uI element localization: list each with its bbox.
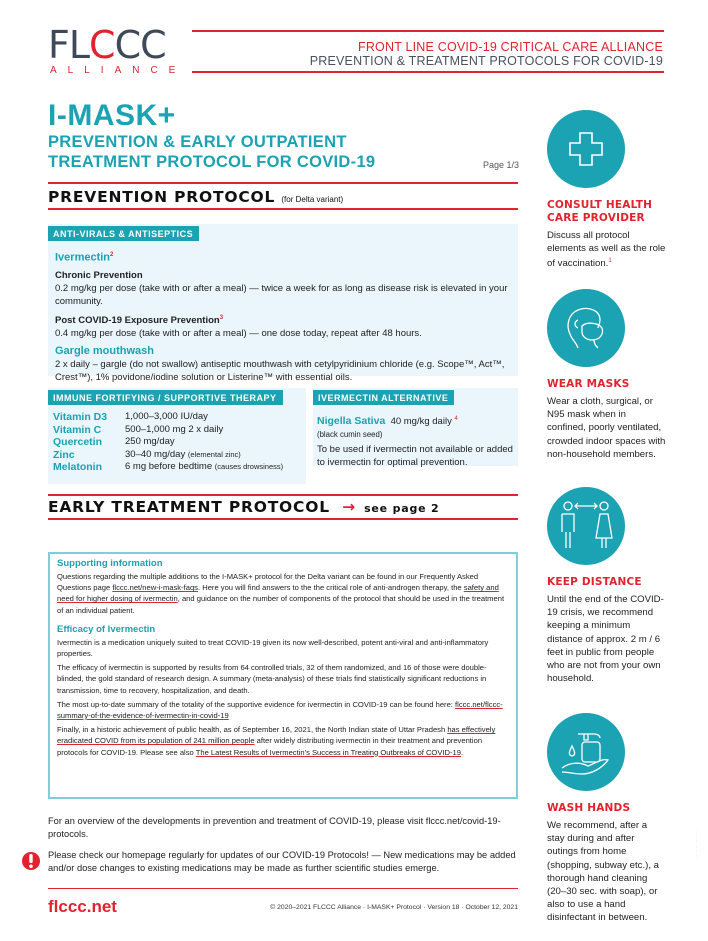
ivermectin-title-text: Ivermectin bbox=[55, 251, 111, 264]
sidebar-item-consult bbox=[547, 110, 667, 271]
dose-text: 6 mg before bedtime bbox=[125, 461, 213, 472]
see-page-2-link[interactable]: see page 2 bbox=[364, 502, 440, 515]
post-exposure-heading-text: Post COVID-19 Exposure Prevention bbox=[55, 314, 220, 326]
ref-footnote: 3 bbox=[219, 314, 224, 321]
header-divider-top bbox=[192, 30, 664, 32]
update-warning: Please check our homepage regularly for updates of our COVID-19 Protocols! — New medications may be added and/or dose changes to existing medications may be made as further scientific studies emerge. bbox=[48, 850, 516, 873]
sidebar-item-masks bbox=[547, 289, 667, 461]
post-exposure-text: 0.4 mg/kg per dose (take with or after a meal) — one dose today, repeat after 48 hours. bbox=[55, 327, 422, 339]
wash-title: WASH HANDS bbox=[547, 802, 631, 814]
supporting-info-paragraph bbox=[57, 571, 509, 616]
nigella-note: (black cumin seed) bbox=[317, 429, 383, 439]
supplement-dose bbox=[125, 424, 283, 437]
wash-text: We recommend, after a stay during and after outings from home (shopping, subway etc.), a thorough hand cleaning (20–30 sec. with soap), or also to use a hand disinfectant in between. bbox=[547, 820, 659, 924]
text: after widely distributing ivermectin in their treatment and prevention protocols for COVID-19. Please see also bbox=[57, 736, 483, 757]
supplement-dose bbox=[125, 461, 283, 474]
table-row bbox=[53, 436, 283, 449]
dose-text: 1,000–3,000 IU/day bbox=[125, 411, 208, 422]
ivermectin-title bbox=[55, 249, 511, 265]
supplement-dose bbox=[125, 411, 283, 424]
text: Finally, in a historic achievement of public health, as of September 16, 2021, the North Indian state of Uttar Pradesh bbox=[57, 725, 448, 735]
post-exposure-heading bbox=[55, 312, 511, 327]
hand-wash-icon bbox=[547, 713, 625, 791]
table-row bbox=[53, 424, 283, 437]
nigella-dose: 40 mg/kg daily bbox=[390, 416, 452, 428]
footer-site-link[interactable]: flccc.net bbox=[48, 897, 117, 916]
face-mask-icon bbox=[547, 289, 625, 367]
ref-footnote: 2 bbox=[110, 252, 114, 258]
alternative-text: To be used if ivermectin not available or added to ivermectin for optimal prevention. bbox=[317, 444, 513, 468]
arrow-right-icon: → bbox=[342, 498, 356, 516]
header-divider-bottom bbox=[192, 71, 664, 73]
dose-text: 250 mg/day bbox=[125, 436, 175, 447]
dose-text: 500–1,000 mg 2 x daily bbox=[125, 423, 224, 435]
efficacy-paragraph-1: Ivermectin is a medication uniquely suited to treat COVID-19 given its now well-described, potent anti-viral and anti-inflammatory properties. bbox=[57, 637, 489, 659]
consult-title: CONSULT HEALTH CARE PROVIDER bbox=[547, 199, 653, 224]
efficacy-heading: Efficacy of Ivermectin bbox=[57, 623, 156, 635]
logo-fl: FL bbox=[48, 23, 90, 67]
header-org-name: FRONT LINE COVID-19 CRITICAL CARE ALLIANCE bbox=[357, 40, 663, 54]
text: Discuss all protocol elements as well as the role of vaccination. bbox=[547, 230, 666, 270]
exclamation-icon bbox=[22, 850, 40, 872]
supplement-name: Melatonin bbox=[53, 461, 102, 473]
table-row bbox=[53, 461, 283, 474]
vertical-credit-text: · · · · · · · · · · · · bbox=[694, 830, 699, 859]
early-treatment-heading bbox=[48, 498, 440, 516]
supplement-dose bbox=[125, 449, 283, 462]
copyright: © 2020–2021 FLCCC Alliance · I-MASK+ Protocol · Version 18 · October 12, 2021 bbox=[270, 904, 518, 911]
supplement-name: Vitamin D3 bbox=[53, 411, 108, 423]
dosing-safety-link[interactable]: safety and need for higher dosing of ivermectin bbox=[57, 583, 499, 604]
ref-footnote: 1 bbox=[608, 258, 612, 265]
distance-text: Until the end of the COVID-19 crisis, we recommend keeping a minimum distance of approx. 2 m / 6 feet in public from people who are not from your own household. bbox=[547, 594, 664, 685]
early-treatment-heading-text: EARLY TREATMENT PROTOCOL bbox=[48, 498, 330, 516]
ref-footnote: 4 bbox=[454, 416, 458, 422]
masks-text: Wear a cloth, surgical, or N95 mask when in confined, poorly ventilated, crowded indoor spaces with non-household members. bbox=[547, 396, 666, 460]
supplement-dose bbox=[125, 436, 283, 449]
overview-text: For an overview of the developments in prevention and treatment of COVID-19, please visit flccc.net/covid-19-protocols. bbox=[48, 816, 501, 839]
page-subtitle-line1: PREVENTION & EARLY OUTPATIENT bbox=[48, 133, 347, 151]
antivirals-tag: ANTI-VIRALS & ANTISEPTICS bbox=[48, 226, 199, 241]
section-divider bbox=[48, 494, 518, 496]
antivirals-panel bbox=[48, 224, 518, 383]
text: . bbox=[460, 747, 464, 757]
logo-alliance: ALLIANCE bbox=[50, 65, 187, 76]
distance-title: KEEP DISTANCE bbox=[547, 576, 642, 588]
medical-cross-icon bbox=[547, 110, 625, 188]
sidebar-item-distance bbox=[547, 487, 667, 685]
faq-link[interactable]: flccc.net/new-i-mask-faqs bbox=[112, 583, 198, 593]
logo-c-red: C bbox=[89, 23, 115, 67]
ivermectin-alternative-panel bbox=[313, 388, 518, 466]
table-row bbox=[53, 449, 283, 462]
dose-note: (elemental zinc) bbox=[187, 449, 241, 459]
page-number: Page 1/3 bbox=[483, 160, 520, 170]
section-divider bbox=[48, 208, 518, 210]
table-row bbox=[53, 411, 283, 424]
chronic-prevention-heading: Chronic Prevention bbox=[55, 269, 143, 281]
logo-cc: CC bbox=[114, 23, 166, 67]
prevention-heading-text: PREVENTION PROTOCOL bbox=[48, 188, 276, 206]
nigella-line bbox=[317, 413, 514, 429]
supplement-table bbox=[53, 411, 283, 474]
page-subtitle-line2: TREATMENT PROTOCOL FOR COVID-19 bbox=[48, 153, 376, 171]
prevention-heading bbox=[48, 188, 343, 206]
page-title: I-MASK+ bbox=[48, 99, 176, 132]
evidence-summary-link[interactable]: flccc.net/flccc-summary-of-the-evidence-of-ivermectin-in-covid-19 bbox=[57, 699, 503, 721]
text: Questions regarding the multiple additions to the I-MASK+ protocol for the Delta variant can be found in our Frequently Asked Questions page bbox=[57, 572, 479, 593]
flccc-logo bbox=[48, 23, 187, 76]
prevention-heading-note: (for Delta variant) bbox=[281, 195, 344, 204]
supplement-name: Vitamin C bbox=[53, 423, 102, 436]
gargle-title: Gargle mouthwash bbox=[55, 344, 155, 357]
efficacy-paragraph-4 bbox=[57, 724, 509, 758]
supporting-info-heading: Supporting information bbox=[57, 558, 163, 569]
latest-results-link[interactable]: The Latest Results of Ivermectin's Success in Treating Outbreaks of COVID-19 bbox=[195, 747, 461, 757]
immune-tag: IMMUNE FORTIFYING / SUPPORTIVE THERAPY bbox=[48, 390, 283, 405]
sidebar-item-wash bbox=[547, 713, 667, 925]
dose-note: (causes drowsiness) bbox=[214, 462, 284, 471]
social-distance-icon bbox=[547, 487, 625, 565]
efficacy-paragraph-2: The efficacy of ivermectin is supported by results from 64 controlled trials, 32 of them randomized, and 16 of those were double-blinded, the gold standard of research design. A summary (meta-analysis) of these trials find statistically significant reductions in transmission, time to recovery, hospitalization, and death. bbox=[57, 663, 487, 695]
consult-text bbox=[547, 229, 667, 271]
efficacy-paragraph-3 bbox=[57, 699, 509, 721]
immune-panel bbox=[48, 388, 306, 484]
text: , and guidance on the number of components of the protocol that should be used in the treatment of an individual patient. bbox=[57, 594, 505, 615]
text: . Here you will find answers to the the critical role of anti-androgen therapy, the bbox=[197, 583, 464, 593]
chronic-prevention-text: 0.2 mg/kg per dose (take with or after a meal) — twice a week for as long as disease risk is elevated in your community. bbox=[55, 282, 508, 307]
masks-title: WEAR MASKS bbox=[547, 378, 630, 390]
section-divider bbox=[48, 182, 518, 184]
header-doc-subject: PREVENTION & TREATMENT PROTOCOLS FOR COVID-19 bbox=[309, 54, 663, 68]
supplement-name: Zinc bbox=[53, 448, 75, 461]
dose-text: 30–40 mg/day bbox=[125, 448, 186, 460]
uttar-pradesh-link[interactable]: has effectively eradicated COVID from its population of 241 million people bbox=[57, 725, 496, 746]
supporting-info-box bbox=[48, 552, 518, 799]
text: The most up-to-date summary of the totality of the supportive evidence for ivermectin in COVID-19 can be found here: bbox=[57, 699, 456, 709]
section-divider bbox=[48, 518, 518, 520]
supplement-name: Quercetin bbox=[53, 436, 103, 448]
alternative-tag: IVERMECTIN ALTERNATIVE bbox=[313, 390, 454, 405]
footer-divider bbox=[48, 888, 518, 889]
gargle-text: 2 x daily – gargle (do not swallow) antiseptic mouthwash with cetylpyridinium chloride (e.g. Scope™, Act™, Crest™), 1% povidone/iodine solution or Listerine™ with essential oils. bbox=[55, 358, 505, 383]
nigella-name: Nigella Sativa bbox=[317, 415, 386, 428]
